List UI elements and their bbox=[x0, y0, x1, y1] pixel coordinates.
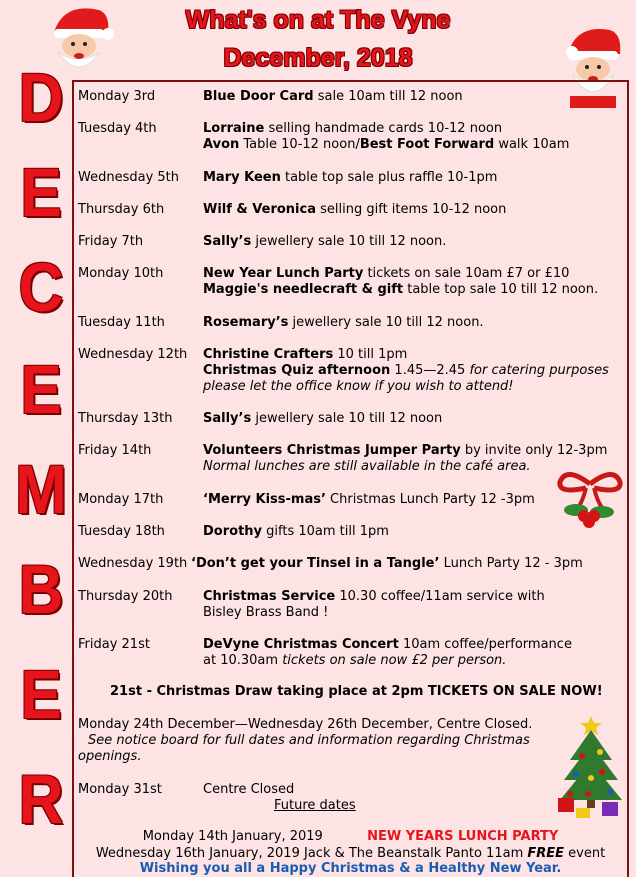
row-text: table top sale 10 till 12 noon. bbox=[403, 282, 599, 297]
row-title: DeVyne Christmas Concert bbox=[203, 637, 399, 652]
row-day: Friday 21st bbox=[78, 637, 150, 652]
future-event-title: NEW YEARS LUNCH PARTY bbox=[367, 829, 559, 844]
row-day: Tuesday 18th bbox=[78, 524, 165, 539]
row-title: Blue Door Card bbox=[203, 89, 314, 104]
row-day: Tuesday 4th bbox=[78, 121, 157, 136]
side-letter-c: C bbox=[18, 250, 64, 327]
row-text: 1.45—2.45 bbox=[390, 363, 470, 378]
title-line-2: December, 2018 bbox=[223, 44, 413, 72]
row-day: Friday 7th bbox=[78, 234, 144, 249]
row-note: Normal lunches are still available in the café area. bbox=[203, 459, 531, 474]
row-text: sale 10am till 12 noon bbox=[313, 89, 463, 104]
row-text: 10am coffee/performance bbox=[398, 637, 572, 652]
future-event-title: Jack & The Beanstalk Panto 11am bbox=[299, 846, 528, 861]
side-letter-b: B bbox=[18, 552, 64, 629]
closure-notice bbox=[78, 717, 548, 765]
row-title: Christine Crafters bbox=[203, 347, 334, 362]
row-title: Wilf & Veronica bbox=[203, 202, 316, 217]
row-text: Centre Closed bbox=[203, 782, 295, 797]
mistletoe-bow-icon bbox=[556, 470, 624, 534]
side-letter-e1: E bbox=[20, 155, 62, 232]
row-title: Sally’s bbox=[203, 234, 252, 249]
row-text: selling gift items 10-12 noon bbox=[316, 202, 507, 217]
row-title: New Year Lunch Party bbox=[203, 266, 364, 281]
row-title: Maggie's needlecraft & gift bbox=[203, 282, 404, 297]
christmas-draw-notice bbox=[110, 684, 603, 699]
row-text: at 10.30am bbox=[203, 653, 283, 668]
row-day: Wednesday 19th bbox=[78, 556, 188, 571]
closure-line: Monday 24th December—Wednesday 26th December, Centre Closed. bbox=[78, 717, 533, 732]
draw-text: - Christmas Draw taking place at 2pm TICKETS ON SALE NOW! bbox=[142, 684, 603, 699]
row-day: Wednesday 5th bbox=[78, 170, 180, 185]
row-title: Volunteers Christmas Jumper Party bbox=[203, 443, 461, 458]
future-event-1 bbox=[72, 829, 629, 845]
row-text: Bisley Brass Band ! bbox=[203, 605, 329, 620]
row-note: tickets on sale now £2 per person. bbox=[282, 653, 507, 668]
row-day: Thursday 20th bbox=[78, 589, 173, 604]
row-text: tickets on sale 10am £7 or £10 bbox=[363, 266, 570, 281]
title-line-1: What's on at The Vyne bbox=[185, 6, 451, 34]
row-title: Rosemary’s bbox=[203, 315, 289, 330]
row-day: Tuesday 11th bbox=[78, 315, 165, 330]
row-text: table top sale plus raffle 10-1pm bbox=[280, 170, 498, 185]
future-dates-heading: Future dates bbox=[274, 798, 356, 813]
row-title: Christmas Service bbox=[203, 589, 336, 604]
future-date: Wednesday 16th January, 2019 bbox=[95, 846, 300, 861]
row-text: walk 10am bbox=[494, 137, 570, 152]
future-event-tail: event bbox=[564, 846, 606, 861]
row-day: Monday 31st bbox=[78, 782, 162, 797]
row-text: gifts 10am till 1pm bbox=[262, 524, 389, 539]
row-text: selling handmade cards 10-12 noon bbox=[264, 121, 503, 136]
draw-date: 21st bbox=[110, 684, 143, 699]
row-text: Christmas Lunch Party 12 -3pm bbox=[325, 492, 535, 507]
side-letter-m: M bbox=[15, 452, 67, 529]
future-date: Monday 14th January, 2019 bbox=[142, 829, 323, 844]
row-text: jewellery sale 10 till 12 noon bbox=[251, 411, 443, 426]
row-day: Monday 10th bbox=[78, 266, 164, 281]
row-text: jewellery sale 10 till 12 noon. bbox=[251, 234, 447, 249]
christmas-tree-icon bbox=[556, 712, 626, 820]
row-text: by invite only 12-3pm bbox=[460, 443, 608, 458]
row-title: Christmas Quiz afternoon bbox=[203, 363, 391, 378]
row-day: Thursday 13th bbox=[78, 411, 173, 426]
row-title: Lorraine bbox=[203, 121, 265, 136]
row-day: Wednesday 12th bbox=[78, 347, 188, 362]
row-text: 10 till 1pm bbox=[333, 347, 408, 362]
row-title: ‘Merry Kiss-mas’ bbox=[203, 492, 326, 507]
row-title: Avon bbox=[203, 137, 240, 152]
row-note: for catering purposes please let the office know if you wish to attend! bbox=[203, 363, 609, 394]
row-day: Thursday 6th bbox=[78, 202, 165, 217]
row-text: 10.30 coffee/11am service with bbox=[335, 589, 545, 604]
row-day: Monday 17th bbox=[78, 492, 164, 507]
row-title: Dorothy bbox=[203, 524, 263, 539]
row-text: Lunch Party 12 - 3pm bbox=[439, 556, 583, 571]
row-title: Mary Keen bbox=[203, 170, 281, 185]
row-day: Friday 14th bbox=[78, 443, 152, 458]
row-day: Monday 3rd bbox=[78, 89, 156, 104]
row-title: Sally’s bbox=[203, 411, 252, 426]
closure-note: See notice board for full dates and information regarding Christmas openings. bbox=[78, 733, 530, 764]
row-text: Table 10-12 noon/ bbox=[239, 137, 360, 152]
future-event-2 bbox=[72, 846, 629, 862]
free-label: FREE bbox=[527, 846, 565, 861]
side-letter-e2: E bbox=[20, 352, 62, 429]
side-letter-r: R bbox=[18, 762, 64, 839]
row-title: ‘Don’t get your Tinsel in a Tangle’ bbox=[191, 556, 440, 571]
side-letter-e3: E bbox=[20, 657, 62, 734]
side-letter-d: D bbox=[18, 60, 64, 137]
row-text: jewellery sale 10 till 12 noon. bbox=[288, 315, 484, 330]
row-title: Best Foot Forward bbox=[359, 137, 495, 152]
wish-message: Wishing you all a Happy Christmas & a Healthy New Year. bbox=[139, 861, 562, 876]
